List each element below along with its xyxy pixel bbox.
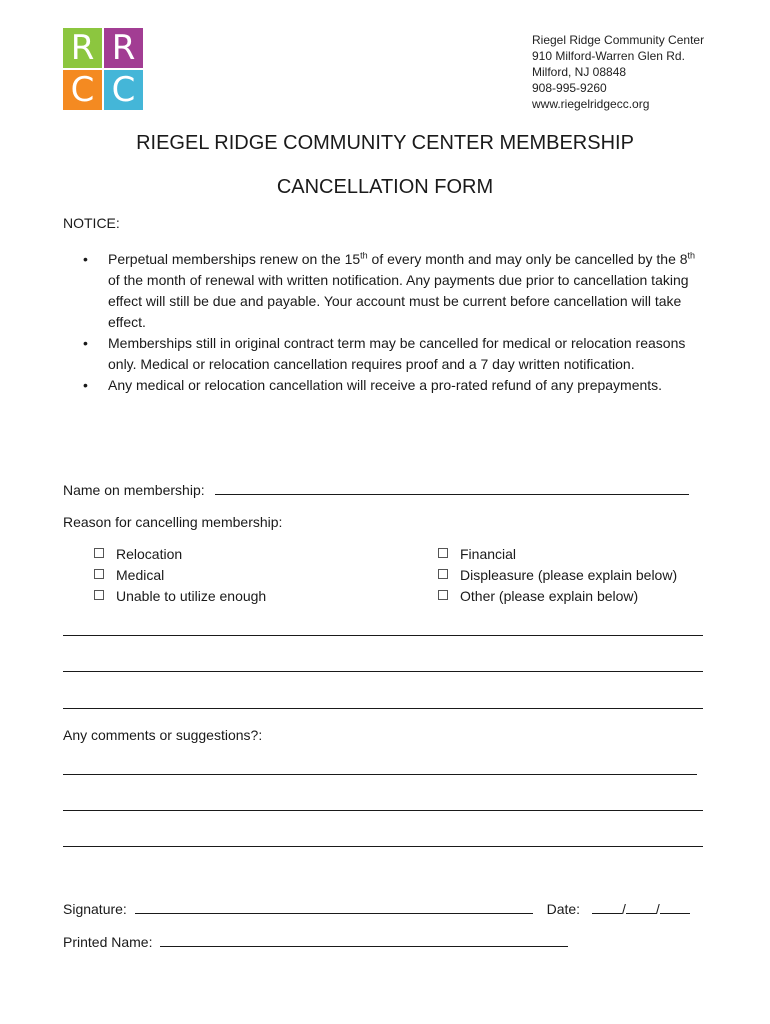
explanation-line-3[interactable] [63, 708, 703, 709]
notice-item-perpetual [83, 249, 703, 333]
checkbox-icon[interactable] [438, 590, 448, 600]
logo-tile-r2: R [104, 28, 143, 68]
street-address: 910 Milford-Warren Glen Rd. [532, 49, 685, 63]
signature-field[interactable] [135, 899, 533, 914]
comments-line-1[interactable] [63, 774, 697, 775]
city-state-zip: Milford, NJ 08848 [532, 65, 627, 79]
notice-list [83, 249, 703, 396]
name-field[interactable] [215, 480, 689, 495]
ordinal-suffix: th [687, 250, 696, 261]
rrcc-logo [63, 28, 145, 112]
date-separator: / [621, 901, 626, 917]
website-link[interactable]: www.riegelridgecc.org [532, 97, 650, 111]
option-financial[interactable] [438, 544, 677, 565]
comments-line-2[interactable] [63, 810, 703, 811]
option-label: Unable to utilize enough [116, 588, 267, 604]
date-year-field[interactable] [660, 899, 690, 914]
name-label: Name on membership: [63, 482, 205, 498]
center-name: Riegel Ridge Community Center [532, 33, 705, 47]
notice-text: Any medical or relocation cancellation will receive a pro-rated refund of any prepayments. [108, 377, 663, 393]
checkbox-icon[interactable] [438, 569, 448, 579]
bullet-icon: • [83, 251, 88, 267]
printed-name-field[interactable] [160, 932, 568, 947]
explanation-line-1[interactable] [63, 635, 703, 636]
notice-text: Memberships still in original contract term may be cancelled for medical or relocation reasons only. Medical or relocation cancellation requires proof and a 7 day written notification. [108, 335, 686, 372]
comments-label: Any comments or suggestions?: [63, 727, 263, 743]
date-label: Date: [546, 901, 581, 917]
form-title-line1: RIEGEL RIDGE COMMUNITY CENTER MEMBERSHIP [136, 132, 634, 154]
checkbox-icon[interactable] [94, 548, 104, 558]
notice-text-c: of the month of renewal with written notification. Any payments due prior to cancellation taking effect will still be due and payable. Your account must be current before cancellation will take effect. [108, 272, 689, 330]
notice-text-a: Perpetual memberships renew on the 15 [108, 251, 361, 267]
comments-line-3[interactable] [63, 846, 703, 847]
explanation-line-2[interactable] [63, 671, 703, 672]
notice-text-b: of every month and may only be cancelled by the 8 [367, 251, 688, 267]
option-label: Financial [460, 546, 517, 562]
reason-label: Reason for cancelling membership: [63, 514, 283, 530]
option-label: Medical [116, 567, 165, 583]
logo-tile-r1: R [63, 28, 102, 68]
notice-item-refund [83, 375, 703, 396]
form-title-line2: CANCELLATION FORM [276, 176, 494, 198]
printed-name-label: Printed Name: [63, 934, 153, 950]
ordinal-suffix: th [360, 250, 368, 261]
notice-item-contract [83, 333, 703, 375]
checkbox-icon[interactable] [94, 590, 104, 600]
date-separator: / [655, 901, 660, 917]
logo-tile-c1: C [63, 70, 102, 110]
reason-options-right [438, 544, 677, 607]
option-label: Relocation [116, 546, 183, 562]
address-block [532, 32, 704, 112]
date-month-field[interactable] [592, 899, 622, 914]
option-displeasure[interactable] [438, 565, 677, 586]
checkbox-icon[interactable] [438, 548, 448, 558]
notice-label: NOTICE: [63, 215, 120, 231]
option-label: Displeasure (please explain below) [460, 567, 678, 583]
option-relocation[interactable] [94, 544, 266, 565]
signature-label: Signature: [63, 901, 127, 917]
signature-row [63, 899, 690, 917]
bullet-icon: • [83, 377, 88, 393]
reason-options-left [94, 544, 266, 607]
bullet-icon: • [83, 335, 88, 351]
checkbox-icon[interactable] [94, 569, 104, 579]
date-day-field[interactable] [626, 899, 656, 914]
option-label: Other (please explain below) [460, 588, 639, 604]
logo-tile-c2: C [104, 70, 143, 110]
option-unable-to-utilize[interactable] [94, 586, 266, 607]
name-field-row [63, 480, 689, 498]
option-other[interactable] [438, 586, 677, 607]
option-medical[interactable] [94, 565, 266, 586]
printed-name-row [63, 932, 568, 950]
phone-number: 908-995-9260 [532, 81, 607, 95]
